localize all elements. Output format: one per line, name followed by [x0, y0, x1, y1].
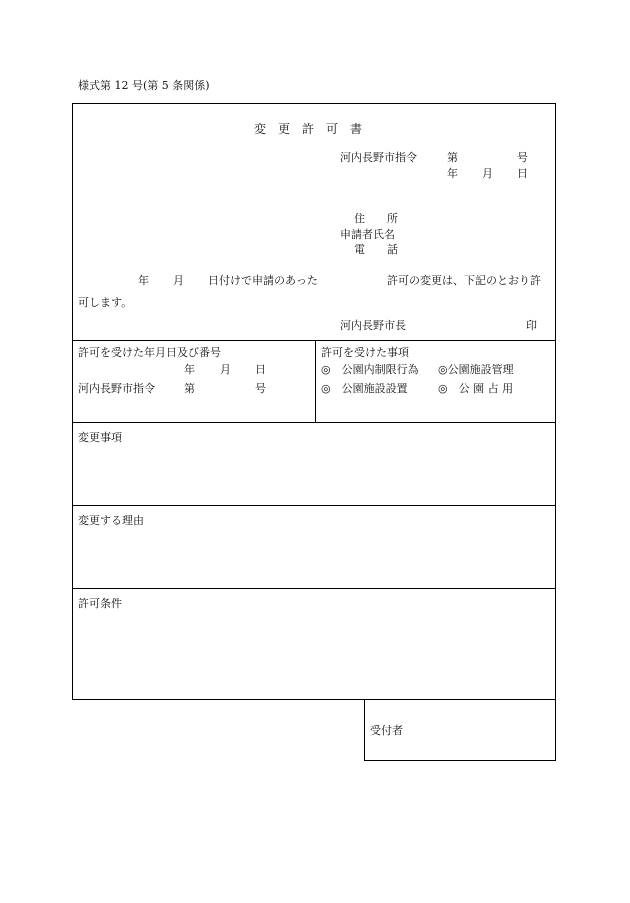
applicant-name-label: 申請者氏名: [340, 228, 395, 241]
change-items-label: 変更事項: [78, 431, 122, 444]
permit-info-day: 日: [255, 363, 266, 376]
applicant-phone-label: 電 話: [354, 243, 398, 256]
conditions-label: 許可条件: [78, 597, 122, 610]
body-month: 月: [173, 274, 184, 287]
form-frame: [72, 103, 556, 700]
body-year: 年: [138, 274, 149, 287]
permit-info-month: 月: [220, 363, 231, 376]
permit-matters-header: 許可を受けた事項: [321, 346, 409, 359]
receiver-label: 受付者: [370, 724, 403, 737]
permit-info-dai: 第: [184, 382, 195, 395]
permit-matter-option: ◎ 公 園 占 用: [438, 382, 514, 395]
document-title: 変 更 許 可 書: [254, 122, 363, 136]
issuer-ref-go: 号: [517, 151, 528, 164]
issuer-date-month: 月: [482, 167, 493, 180]
issuer-date-day: 日: [517, 167, 528, 180]
permit-info-header: 許可を受けた年月日及び番号: [78, 346, 221, 359]
issuer-ref-dai: 第: [447, 151, 458, 164]
divider-permit: [72, 340, 556, 341]
permit-info-year: 年: [184, 363, 195, 376]
mayor-label: 河内長野市長: [340, 319, 406, 332]
body-line1-b: 許可の変更は、下記のとおり許: [387, 274, 541, 287]
divider-permit-vertical: [315, 340, 316, 422]
divider-change-reason: [72, 505, 556, 506]
permit-info-ref-label: 河内長野市指令: [78, 382, 155, 395]
divider-change-items: [72, 422, 556, 423]
permit-matter-option: ◎ 公園施設設置: [321, 382, 408, 395]
form-number: 様式第 12 号(第 5 条関係): [78, 79, 210, 92]
change-reason-label: 変更する理由: [78, 514, 144, 527]
issuer-ref-label: 河内長野市指令: [340, 151, 417, 164]
seal-mark: 印: [526, 319, 537, 332]
permit-matter-option: ◎ 公園内制限行為: [321, 363, 419, 376]
issuer-date-year: 年: [447, 167, 458, 180]
body-line2: 可します。: [78, 296, 133, 309]
permit-info-go: 号: [255, 382, 266, 395]
applicant-address-label: 住 所: [354, 212, 398, 225]
permit-matter-option: ◎公園施設管理: [438, 363, 514, 376]
body-line1-a: 日付けで申請のあった: [208, 274, 318, 287]
divider-conditions: [72, 588, 556, 589]
